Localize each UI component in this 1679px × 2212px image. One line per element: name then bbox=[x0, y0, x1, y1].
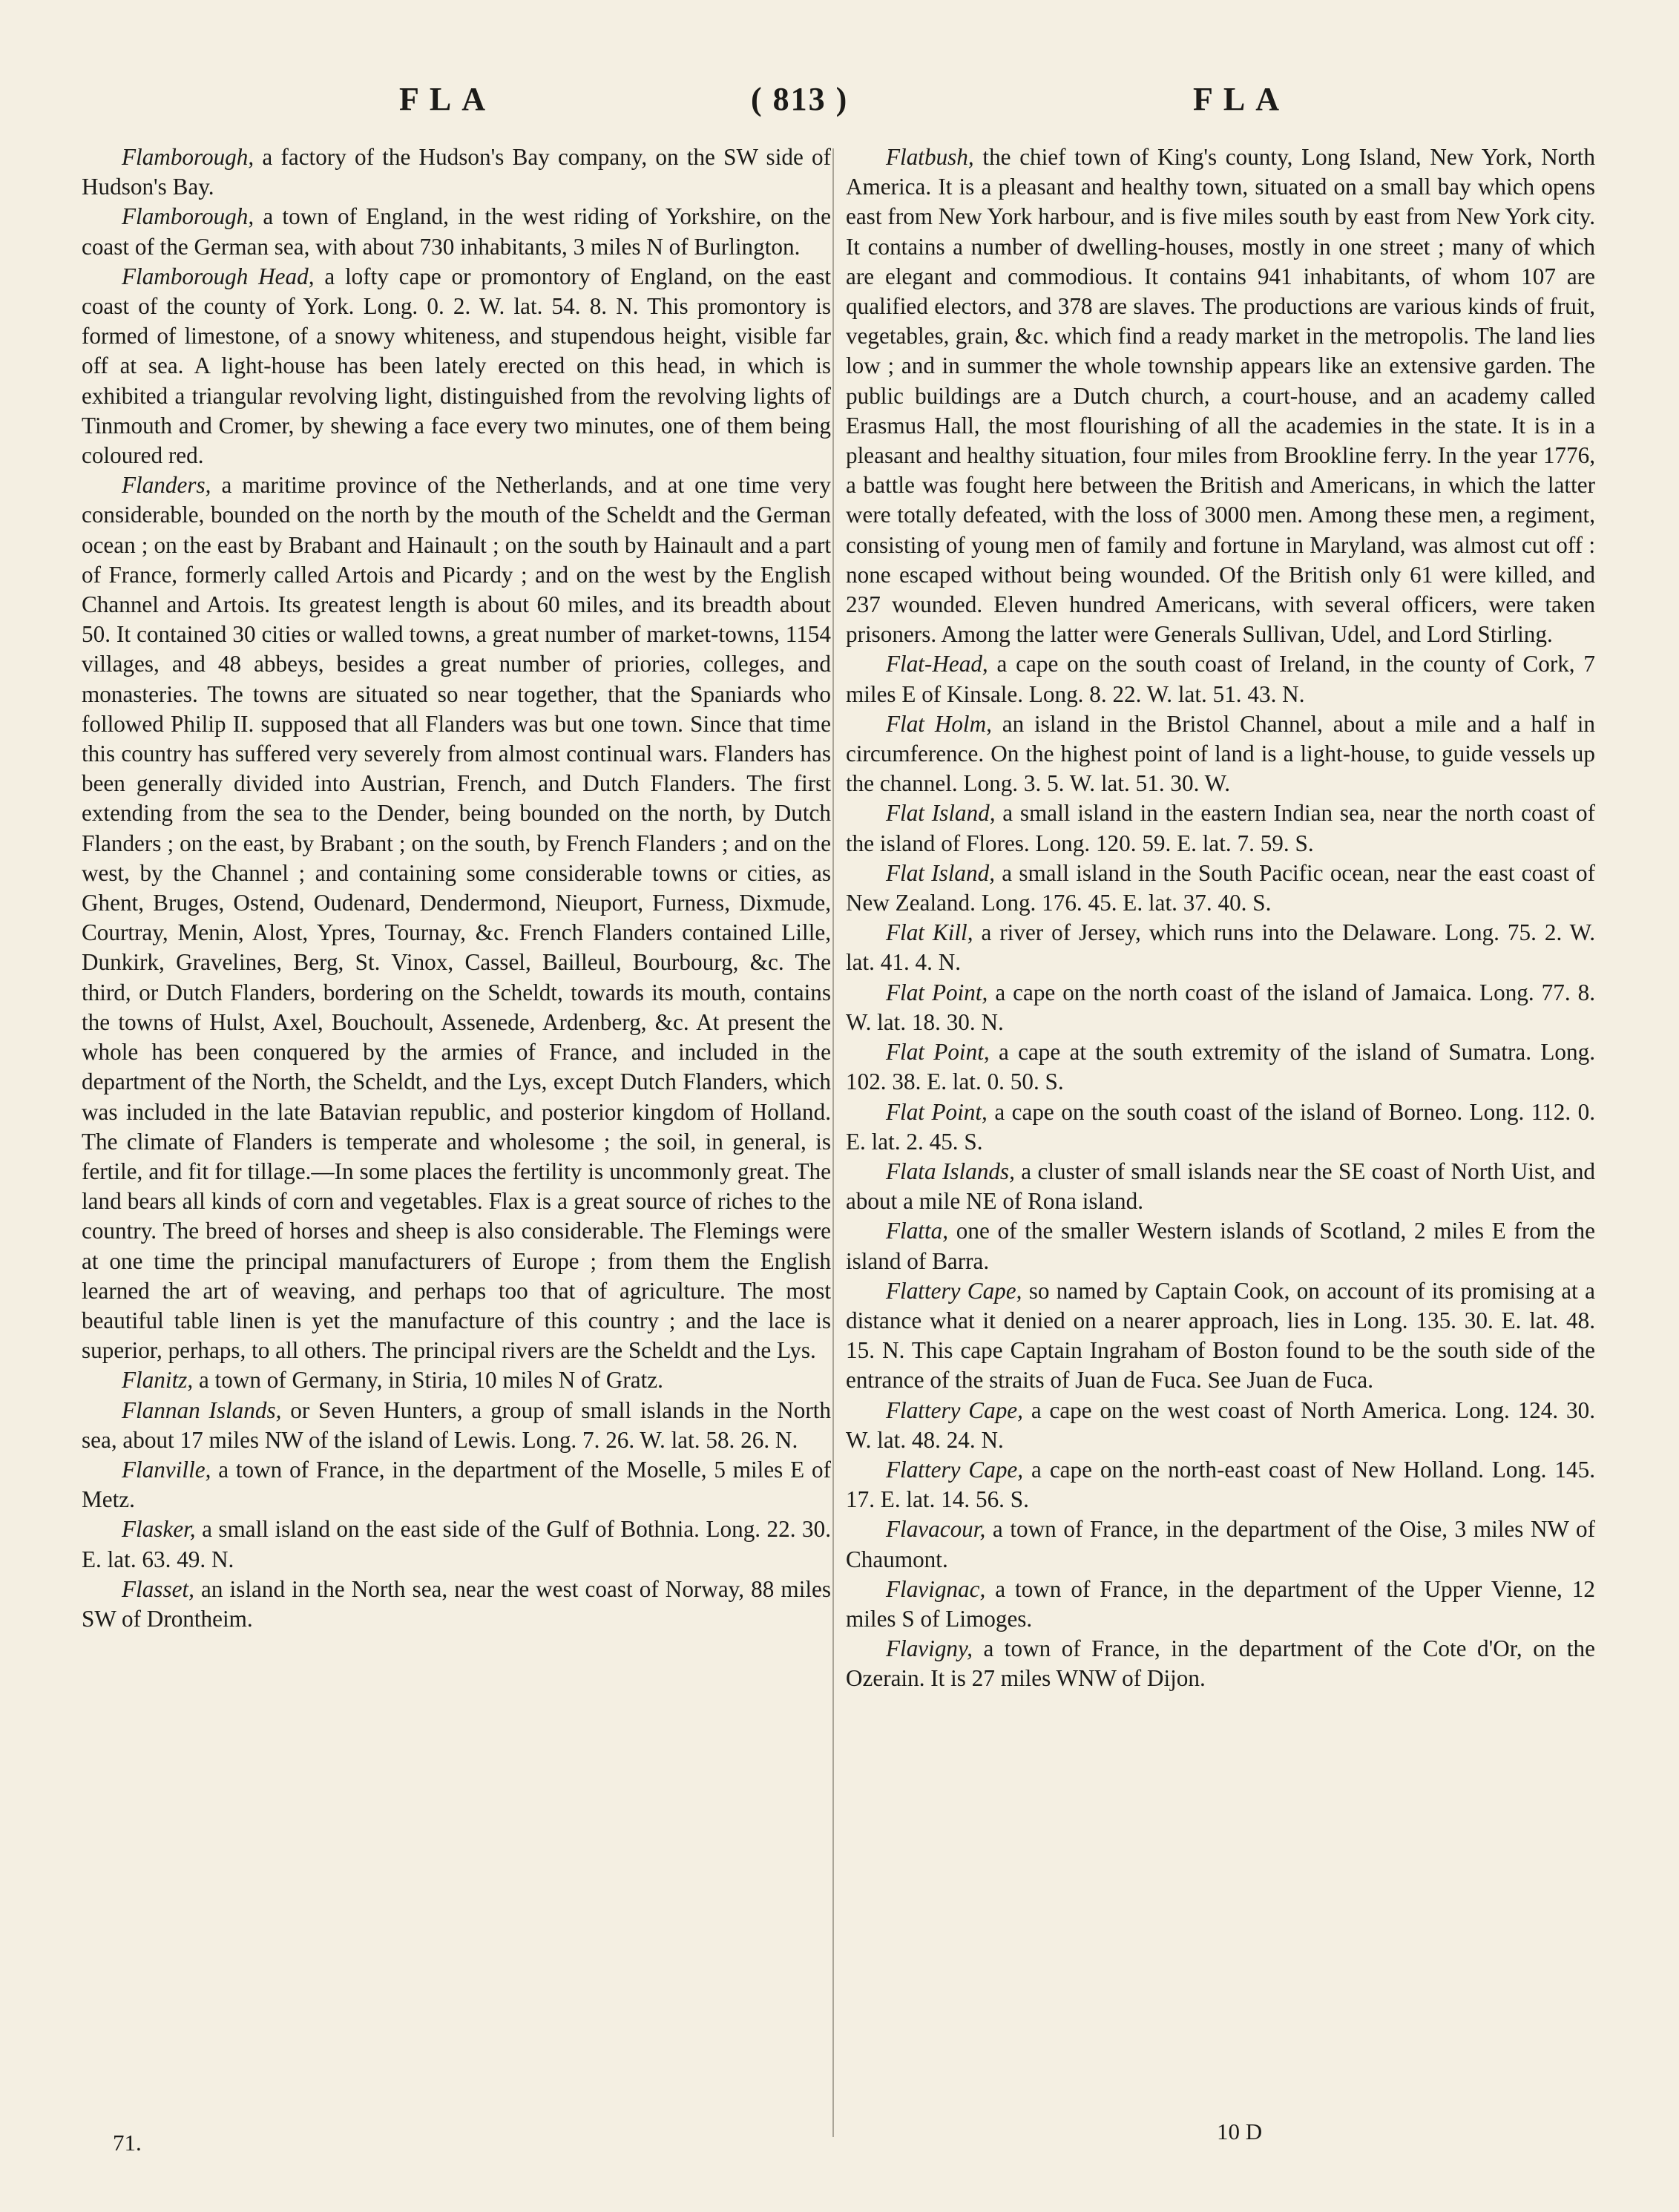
entry-headword: Flasker, bbox=[122, 1516, 196, 1543]
entry-headword: Flanitz, bbox=[122, 1367, 194, 1394]
entry-headword: Flanders, bbox=[122, 472, 211, 499]
entry-text: a small island in the South Pacific ocean, near the east coast of New Zealand. Long. 176. 45. E. lat. 37. 40. S. bbox=[846, 859, 1595, 916]
gazetteer-entry bbox=[846, 1455, 1595, 1514]
gazetteer-entry bbox=[82, 1514, 831, 1574]
entry-text: a town of France, in the department of the Oise, 3 miles NW of Chaumont. bbox=[846, 1516, 1595, 1572]
entry-headword: Flatta, bbox=[886, 1218, 949, 1244]
running-head-right: FLA bbox=[1193, 81, 1289, 117]
gazetteer-entry bbox=[82, 1396, 831, 1455]
entry-text: a factory of the Hudson's Bay company, on the SW side of Hudson's Bay. bbox=[82, 144, 832, 200]
gazetteer-entry bbox=[846, 918, 1595, 977]
gazetteer-entry bbox=[846, 1575, 1595, 1634]
gazetteer-entry bbox=[82, 202, 831, 261]
entry-text: a maritime province of the Netherlands, and at one time very considerable, bounded on the north by the mouth of the Scheldt and the German ocean ; on the east by Brabant and Hainault ; on the south by Hainault and a part of France, formerly called Artois and Picardy ; and on the west by the English Channel and Artois. Its greatest length is about 60 miles, and its breadth about 50. It contained 30 cities or walled towns, a great number of market-towns, 1154 villages, and 48 abbeys, besides a great number of priories, colleges, and monasteries. The towns are situated so near together, that the Spaniards who followed Philip II. supposed that all Flanders was but one town. Since that time this country has suffered very severely from almost continual wars. Flanders has been generally divided into Austrian, French, and Dutch Flanders. The first extending from the sea to the Dender, being bounded on the north, by Dutch Flanders ; on the east, by Brabant ; on the south, by French Flanders ; and on the west, by the Channel ; and containing some considerable towns or cities, as Ghent, Bruges, Ostend, Oudenard, Dendermond, Nieuport, Furness, Dixmude, Courtray, Menin, Alost, Ypres, Tournay, &c. French Flanders contained Lille, Dunkirk, Gravelines, Berg, St. Vinox, Cassel, Bailleul, Bourbourg, &c. The third, or Dutch Flanders, bordering on the Scheldt, towards its mouth, contains the towns of Hulst, Axel, Bouchoult, Assenede, Ardenberg, &c. At present the whole has been conquered by the armies of France, and included in the department of the North, the Scheldt, and the Lys, except Dutch Flanders, which was included in the late Batavian republic, and posterior kingdom of Holland. The climate of Flanders is temperate and wholesome ; the soil, in general, is fertile, and fit for tillage.—In some places the fertility is uncommonly great. The land bears all kinds of corn and vegetables. Flax is a great source of riches to the country. The breed of horses and sheep is also considerable. The Flemings were at one time the principal manufacturers of Europe ; from them the English learned the art of weaving, and perhaps too that of agriculture. The most beautiful table linen is yet the manufacture of this country ; and the lace is superior, perhaps, to all others. The principal rivers are the Scheldt and the Lys. bbox=[82, 472, 832, 1364]
entry-text: a small island in the eastern Indian sea, near the north coast of the island of Flores. Long. 120. 59. E. lat. 7. 59. S. bbox=[846, 800, 1595, 856]
gazetteer-entry bbox=[846, 1157, 1595, 1216]
entry-text: a cape on the west coast of North America. Long. 124. 30. W. lat. 48. 24. N. bbox=[846, 1397, 1596, 1453]
entry-headword: Flamborough, bbox=[122, 144, 254, 170]
entry-headword: Flat Island, bbox=[886, 800, 996, 827]
entry-headword: Flannan Islands, bbox=[122, 1397, 282, 1423]
gazetteer-entry bbox=[846, 1037, 1595, 1097]
gazetteer-entry bbox=[846, 978, 1595, 1037]
running-head-left: FLA bbox=[399, 81, 496, 117]
gazetteer-entry bbox=[82, 142, 831, 202]
entry-text: a town of France, in the department of the Upper Vienne, 12 miles S of Limoges. bbox=[846, 1575, 1595, 1632]
entry-headword: Flamborough, bbox=[122, 203, 254, 230]
entry-headword: Flamborough Head, bbox=[122, 263, 315, 289]
gazetteer-entry bbox=[82, 1575, 831, 1634]
entry-text: a river of Jersey, which runs into the Delaware. Long. 75. 2. W. lat. 41. 4. N. bbox=[846, 919, 1595, 976]
entry-text: a small island on the east side of the Gulf of Bothnia. Long. 22. 30. E. lat. 63. 49. N. bbox=[82, 1516, 831, 1572]
entry-headword: Flanville, bbox=[122, 1456, 211, 1483]
entry-text: the chief town of King's county, Long Island, New York, North America. It is a pleasant and healthy town, situated on a small bay which opens east from New York harbour, and is five miles south by east from New York city. It contains a number of dwelling-houses, mostly in one street ; many of which are elegant and commodious. It contains 941 inhabitants, of whom 107 are qualified electors, and 378 are slaves. The productions are various kinds of fruit, vegetables, grain, &c. which find a ready market in the metropolis. The land lies low ; and in summer the whole township appears like an extensive garden. The public buildings are a Dutch church, a court-house, and an academy called Erasmus Hall, the most flourishing of all the academies in the state. It is in a pleasant and healthy situation, four miles from Brookline ferry. In the year 1776, a battle was fought here between the British and Americans, in which the latter were totally defeated, with the loss of 3000 men. Among these men, a regiment, consisting of young men of family and fortune in Maryland, was almost cut off : none escaped without being wounded. Of the British only 61 were killed, and 237 wounded. Eleven hundred Americans, with several officers, were taken prisoners. Among the latter were Generals Sullivan, Udel, and Lord Stirling. bbox=[846, 144, 1595, 648]
page-folio: ( 813 ) bbox=[751, 81, 849, 117]
gazetteer-entry bbox=[82, 262, 831, 470]
right-column bbox=[846, 142, 1595, 1694]
entry-text: an island in the North sea, near the west coast of Norway, 88 miles SW of Drontheim. bbox=[82, 1575, 832, 1632]
entry-headword: Flat Kill, bbox=[886, 919, 973, 946]
entry-headword: Flavacour, bbox=[886, 1516, 986, 1543]
gazetteer-entry bbox=[846, 1276, 1595, 1396]
gazetteer-entry bbox=[846, 1216, 1595, 1276]
entry-text: a town of England, in the west riding of Yorkshire, on the coast of the German sea, with about 730 inhabitants, 3 miles N of Burlington. bbox=[82, 203, 831, 260]
entry-headword: Flasset, bbox=[122, 1575, 194, 1602]
entry-text: a town of Germany, in Stiria, 10 miles N of Gratz. bbox=[198, 1367, 663, 1394]
entry-text: a town of France, in the department of the Cote d'Or, on the Ozerain. It is 27 miles WNW of Dijon. bbox=[846, 1635, 1595, 1692]
entry-headword: Flat Point, bbox=[886, 1039, 990, 1066]
entry-text: a cape on the south coast of Ireland, in the county of Cork, 7 miles E of Kinsale. Long. 8. 22. W. lat. 51. 43. N. bbox=[846, 651, 1595, 707]
entry-text: a cape on the north-east coast of New Holland. Long. 145. 17. E. lat. 14. 56. S. bbox=[846, 1456, 1596, 1513]
entry-headword: Flat Island, bbox=[886, 859, 996, 886]
entry-headword: Flat-Head, bbox=[886, 651, 988, 677]
gazetteer-entry bbox=[846, 1097, 1595, 1157]
gazetteer-entry bbox=[846, 1514, 1595, 1574]
entry-headword: Flata Islands, bbox=[886, 1158, 1015, 1184]
signature-mark: 10 D bbox=[1217, 2119, 1263, 2144]
entry-headword: Flatbush, bbox=[886, 144, 974, 170]
entry-text: a cape on the north coast of the island of Jamaica. Long. 77. 8. W. lat. 18. 30. N. bbox=[846, 979, 1596, 1035]
gazetteer-entry bbox=[846, 649, 1595, 709]
entry-text: a cape on the south coast of the island of Borneo. Long. 112. 0. E. lat. 2. 45. S. bbox=[846, 1098, 1596, 1155]
entry-text: a town of France, in the department of the Moselle, 5 miles E of Metz. bbox=[82, 1456, 831, 1513]
gazetteer-entry bbox=[846, 1634, 1595, 1693]
entry-headword: Flattery Cape, bbox=[886, 1277, 1022, 1304]
entry-headword: Flavignac, bbox=[886, 1575, 986, 1602]
gazetteer-entry bbox=[846, 798, 1595, 858]
entry-text: a lofty cape or promontory of England, on the east coast of the county of York. Long. 0. 2. W. lat. 54. 8. N. This promontory is formed of limestone, of a snowy whiteness, and stupendous height, visible far off at sea. A light-house has been lately erected on this head, in which is exhibited a triangular revolving light, distinguished from the revolving lights of Tinmouth and Cromer, by shewing a face every two minutes, one of them being coloured red. bbox=[82, 263, 831, 469]
gazetteer-entry bbox=[846, 142, 1595, 649]
gazetteer-entry bbox=[82, 1365, 831, 1395]
gazetteer-entry bbox=[82, 1455, 831, 1514]
entry-text: so named by Captain Cook, on account of its promising at a distance what it denied on a nearer approach, lies in Long. 135. 30. E. lat. 48. 15. N. This cape Captain Ingraham of Boston found to be the south side of the entrance of the straits of Juan de Fuca. See Juan de Fuca. bbox=[846, 1277, 1595, 1394]
gazetteer-entry bbox=[846, 1396, 1595, 1455]
gazetteer-entry bbox=[846, 859, 1595, 918]
entry-text: a cape at the south extremity of the island of Sumatra. Long. 102. 38. E. lat. 0. 50. S. bbox=[846, 1039, 1595, 1095]
left-column bbox=[82, 142, 831, 1634]
entry-headword: Flat Holm, bbox=[886, 710, 992, 737]
entry-text: a cluster of small islands near the SE coast of North Uist, and about a mile NE of Rona island. bbox=[846, 1158, 1596, 1215]
entry-text: an island in the Bristol Channel, about a mile and a half in circumference. On the highest point of land is a light-house, to guide vessels up the channel. Long. 3. 5. W. lat. 51. 30. W. bbox=[846, 710, 1595, 797]
page-number: 71. bbox=[113, 2130, 142, 2156]
entry-text: one of the smaller Western islands of Scotland, 2 miles E from the island of Barra. bbox=[846, 1218, 1595, 1274]
entry-headword: Flat Point, bbox=[886, 1098, 988, 1125]
entry-headword: Flat Point, bbox=[886, 979, 988, 1005]
entry-headword: Flattery Cape, bbox=[886, 1456, 1024, 1483]
entry-headword: Flavigny, bbox=[886, 1635, 973, 1662]
gazetteer-entry bbox=[846, 709, 1595, 799]
column-rule bbox=[832, 148, 834, 2137]
gazetteer-entry bbox=[82, 470, 831, 1365]
entry-text: or Seven Hunters, a group of small islands in the North sea, about 17 miles NW of the island of Lewis. Long. 7. 26. W. lat. 58. 26. N. bbox=[82, 1397, 832, 1453]
entry-headword: Flattery Cape, bbox=[886, 1397, 1023, 1423]
